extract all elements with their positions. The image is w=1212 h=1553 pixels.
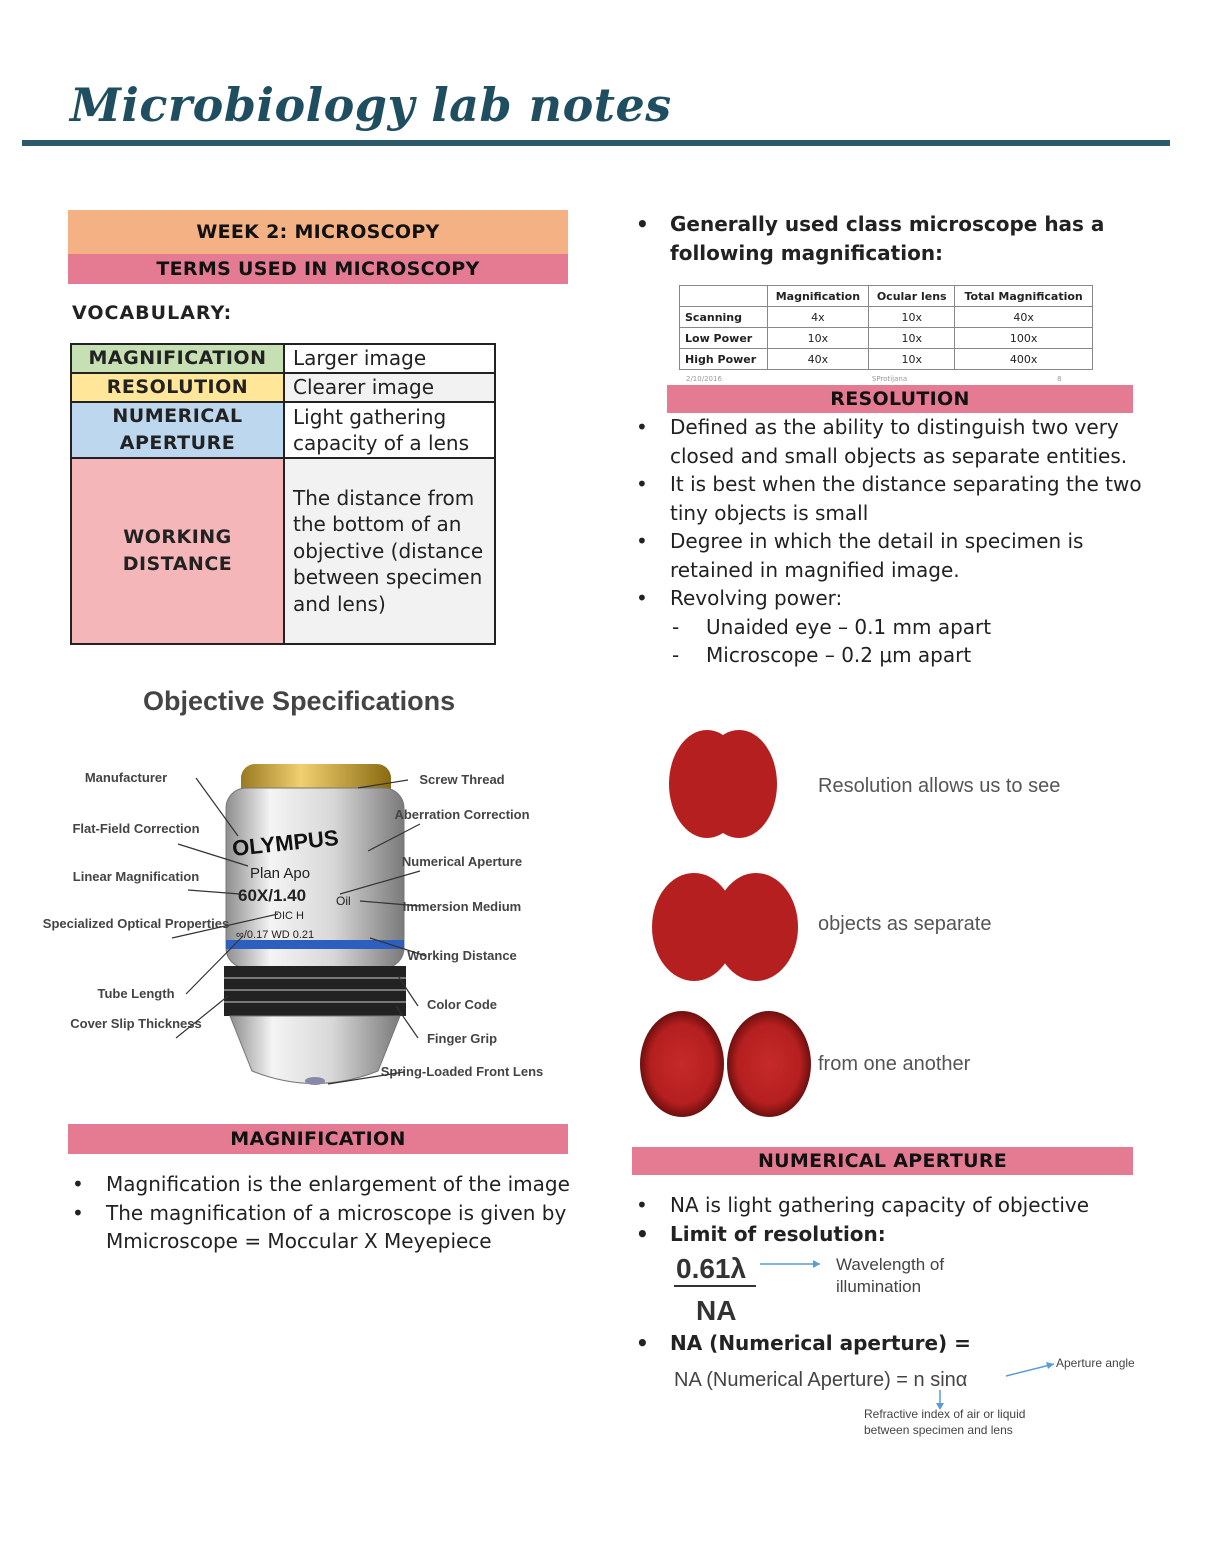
color-code-band: [226, 940, 404, 949]
magnification-bullets: [70, 1170, 576, 1256]
svg-text:Refractive index of air or liq: Refractive index of air or liquid: [864, 1407, 1026, 1421]
label-aberration: Aberration Correction: [394, 807, 530, 822]
terms-heading: TERMS USED IN MICROSCOPY: [68, 254, 568, 284]
week-heading: WEEK 2: MICROSCOPY: [68, 210, 568, 254]
revolving-list: [670, 613, 1170, 670]
label-spring-loaded: Spring-Loaded Front Lens: [380, 1064, 544, 1079]
dots-caption: objects as separate: [818, 913, 992, 935]
intro-bullets: [634, 210, 1140, 267]
svg-text:NA: NA: [696, 1295, 737, 1326]
list-item: • Defined as the ability to distinguish two very closed and small objects as separate entities.: [670, 413, 1170, 470]
na-bullets: [634, 1191, 1170, 1248]
label-specialized-optical: Specialized Optical Properties: [42, 916, 230, 931]
vocab-definition: Light gathering capacity of a lens: [284, 402, 495, 458]
list-item: - Unaided eye – 0.1 mm apart: [706, 613, 1170, 642]
limit-of-resolution-formula: [670, 1244, 970, 1330]
vocab-definition: Larger image: [284, 344, 495, 373]
svg-text:0.61λ: 0.61λ: [676, 1253, 747, 1284]
magnification-heading: MAGNIFICATION: [68, 1124, 568, 1154]
dots-caption: from one another: [818, 1053, 971, 1075]
vocab-label: VOCABULARY:: [72, 302, 233, 324]
dots-separate: [640, 1011, 811, 1117]
list-item: • NA (Numerical aperture) =: [670, 1329, 1170, 1358]
resolution-heading: RESOLUTION: [667, 385, 1133, 413]
label-tube-length: Tube Length: [97, 986, 175, 1001]
table-footer: 2/10/2016 SProtijana 8: [686, 375, 1062, 383]
list-item: - Microscope – 0.2 μm apart: [706, 641, 1170, 670]
table-row: High Power 40x 10x 400x: [680, 349, 1093, 370]
list-item: • Limit of resolution:: [670, 1220, 1170, 1249]
svg-text:OLYMPUS: OLYMPUS: [230, 824, 340, 861]
vocab-definition: The distance from the bottom of an objective (distance between specimen and lens): [284, 458, 495, 644]
svg-text:Wavelength of: Wavelength of: [836, 1255, 945, 1274]
vocab-term: RESOLUTION: [71, 373, 284, 402]
vocab-row: [71, 344, 495, 373]
front-lens: [305, 1077, 325, 1085]
svg-text:∞/0.17 WD 0.21: ∞/0.17 WD 0.21: [236, 929, 315, 941]
svg-text:Oil: Oil: [336, 894, 351, 908]
na-heading: NUMERICAL APERTURE: [632, 1147, 1133, 1175]
label-immersion: Immersion Medium: [402, 899, 522, 914]
list-item: • The magnification of a microscope is given by Mmicroscope = Moccular X Meyepiece: [106, 1199, 576, 1256]
magnification-table: [679, 285, 1093, 370]
vocab-table: [70, 343, 496, 645]
vocab-row: [71, 402, 495, 458]
label-screw-thread: Screw Thread: [419, 772, 505, 787]
label-flat-field: Flat-Field Correction: [72, 821, 200, 836]
label-finger-grip: Finger Grip: [426, 1031, 498, 1046]
vocab-term: MAGNIFICATION: [71, 344, 284, 373]
resolution-illustration: [632, 722, 1061, 1122]
dots-touching: [652, 873, 798, 981]
table-row: Scanning 4x 10x 40x: [680, 307, 1093, 328]
objective-diagram: [42, 676, 544, 1106]
svg-text:illumination: illumination: [836, 1277, 922, 1296]
svg-text:between specimen and lens: between specimen and lens: [864, 1423, 1013, 1437]
list-item: • Magnification is the enlargement of the image: [106, 1170, 576, 1199]
svg-text:NA (Numerical Aperture) = n si: NA (Numerical Aperture) = n sinα: [674, 1369, 968, 1391]
label-linear-magnification: Linear Magnification: [72, 869, 200, 884]
list-item: • NA is light gathering capacity of objective: [670, 1191, 1170, 1220]
label-cover-slip: Cover Slip Thickness: [70, 1016, 202, 1031]
table-row: Low Power 10x 10x 100x: [680, 328, 1093, 349]
label-manufacturer: Manufacturer: [84, 770, 168, 785]
svg-text:Aperture angle: Aperture angle: [1056, 1356, 1135, 1370]
title-rule: [22, 140, 1170, 146]
label-color-code: Color Code: [426, 997, 498, 1012]
vocab-row: [71, 373, 495, 402]
resolution-bullets: [634, 413, 1170, 670]
list-item: • Generally used class microscope has a following magnification:: [670, 210, 1140, 267]
dots-caption: Resolution allows us to see: [818, 775, 1061, 797]
list-item: • Revolving power: - Unaided eye – 0.1 mm apart - Microscope – 0.2 μm apart: [670, 584, 1170, 670]
vocab-term: WORKING DISTANCE: [71, 458, 284, 644]
magnification-formula: Mmicroscope = Moccular X Meyepiece: [106, 1229, 492, 1253]
lens-nose: [230, 1016, 400, 1084]
objective-title: Objective Specifications: [143, 686, 456, 716]
label-numerical-aperture: Numerical Aperture: [401, 854, 523, 869]
table-header-row: Magnification Ocular lens Total Magnification: [680, 286, 1093, 307]
list-item: • It is best when the distance separating the two tiny objects is small: [670, 470, 1170, 527]
svg-text:60X/1.40: 60X/1.40: [238, 886, 307, 905]
label-working-distance: Working Distance: [407, 948, 517, 963]
dots-overlapping: [669, 730, 777, 838]
svg-text:DIC H: DIC H: [274, 910, 304, 922]
svg-text:Plan Apo: Plan Apo: [250, 865, 311, 882]
page-title: Microbiology lab notes: [70, 78, 672, 132]
na-formula: [670, 1350, 1150, 1446]
vocab-row: [71, 458, 495, 644]
vocab-definition: Clearer image: [284, 373, 495, 402]
vocab-term: NUMERICAL APERTURE: [71, 402, 284, 458]
list-item: • Degree in which the detail in specimen is retained in magnified image.: [670, 527, 1170, 584]
